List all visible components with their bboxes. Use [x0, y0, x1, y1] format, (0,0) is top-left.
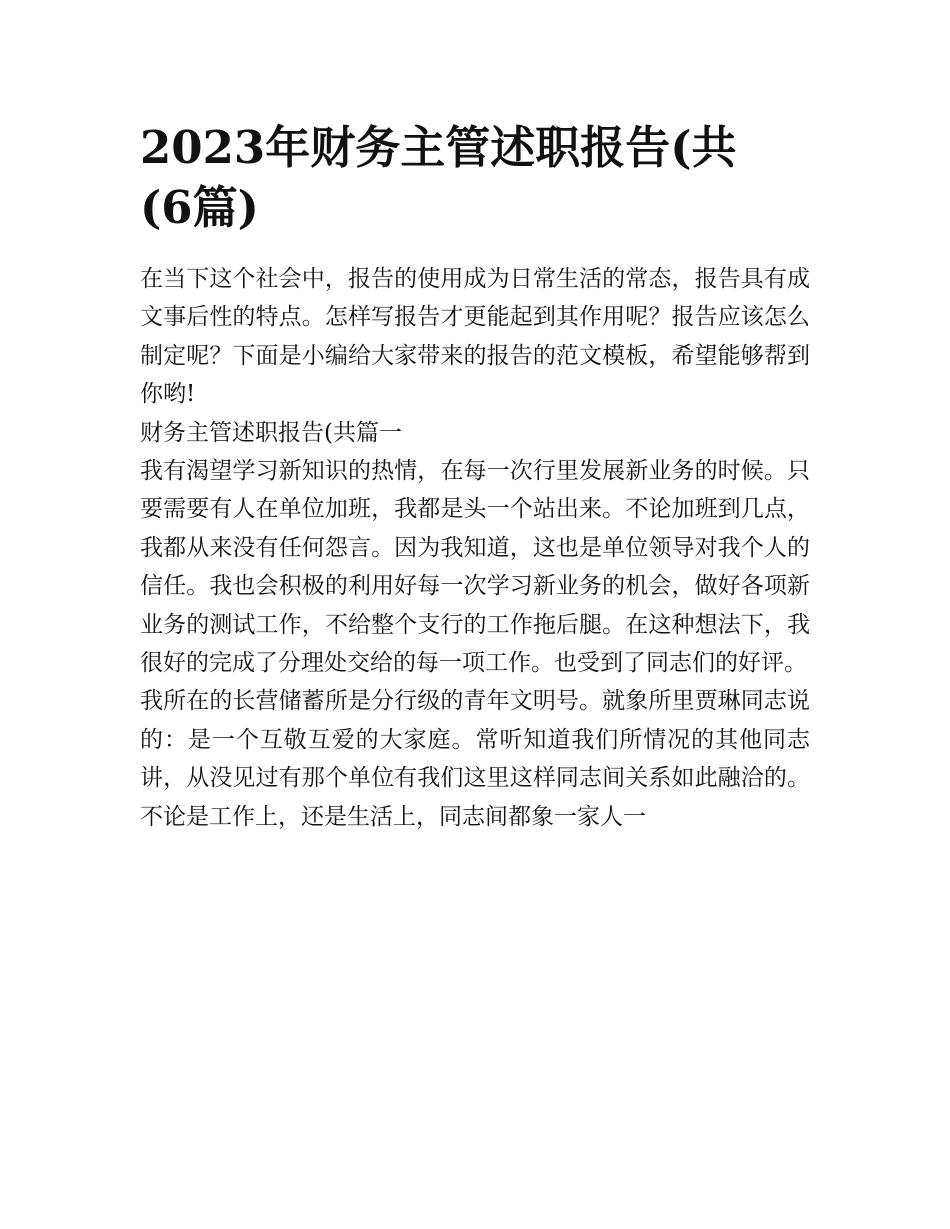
document-content — [140, 118, 810, 836]
title-line-2: (6篇) — [140, 181, 259, 234]
document-title — [140, 118, 810, 238]
document-body — [140, 260, 810, 836]
body-paragraph-2: 我所在的长营储蓄所是分行级的青年文明号。就象所里贾琳同志说的：是一个互敬互爱的大家庭。常听知道我们所情况的其他同志讲，从没见过有那个单位有我们这里这样同志间关系如此融洽的。不论是工作上，还是生活上，同志间都象一家人一 — [140, 688, 810, 830]
body-paragraph-1: 我有渴望学习新知识的热情，在每一次行里发展新业务的时候。只要需要有人在单位加班，我都是头一个站出来。不论加班到几点，我都从来没有任何怨言。因为我知道，这也是单位领导对我个人的信任。我也会积极的利用好每一次学习新业务的机会，做好各项新业务的测试工作，不给整个支行的工作拖后腿。在这种想法下，我很好的完成了分理处交给的每一项工作。也受到了同志们的好评。 — [140, 458, 810, 677]
title-line-1: 2023年财务主管述职报告(共 — [140, 121, 737, 174]
section-heading: 财务主管述职报告(共篇一 — [140, 419, 402, 446]
intro-paragraph: 在当下这个社会中，报告的使用成为日常生活的常态，报告具有成文事后性的特点。怎样写报告才更能起到其作用呢？报告应该怎么制定呢？下面是小编给大家带来的报告的范文模板，希望能够帮到你哟! — [140, 266, 810, 408]
